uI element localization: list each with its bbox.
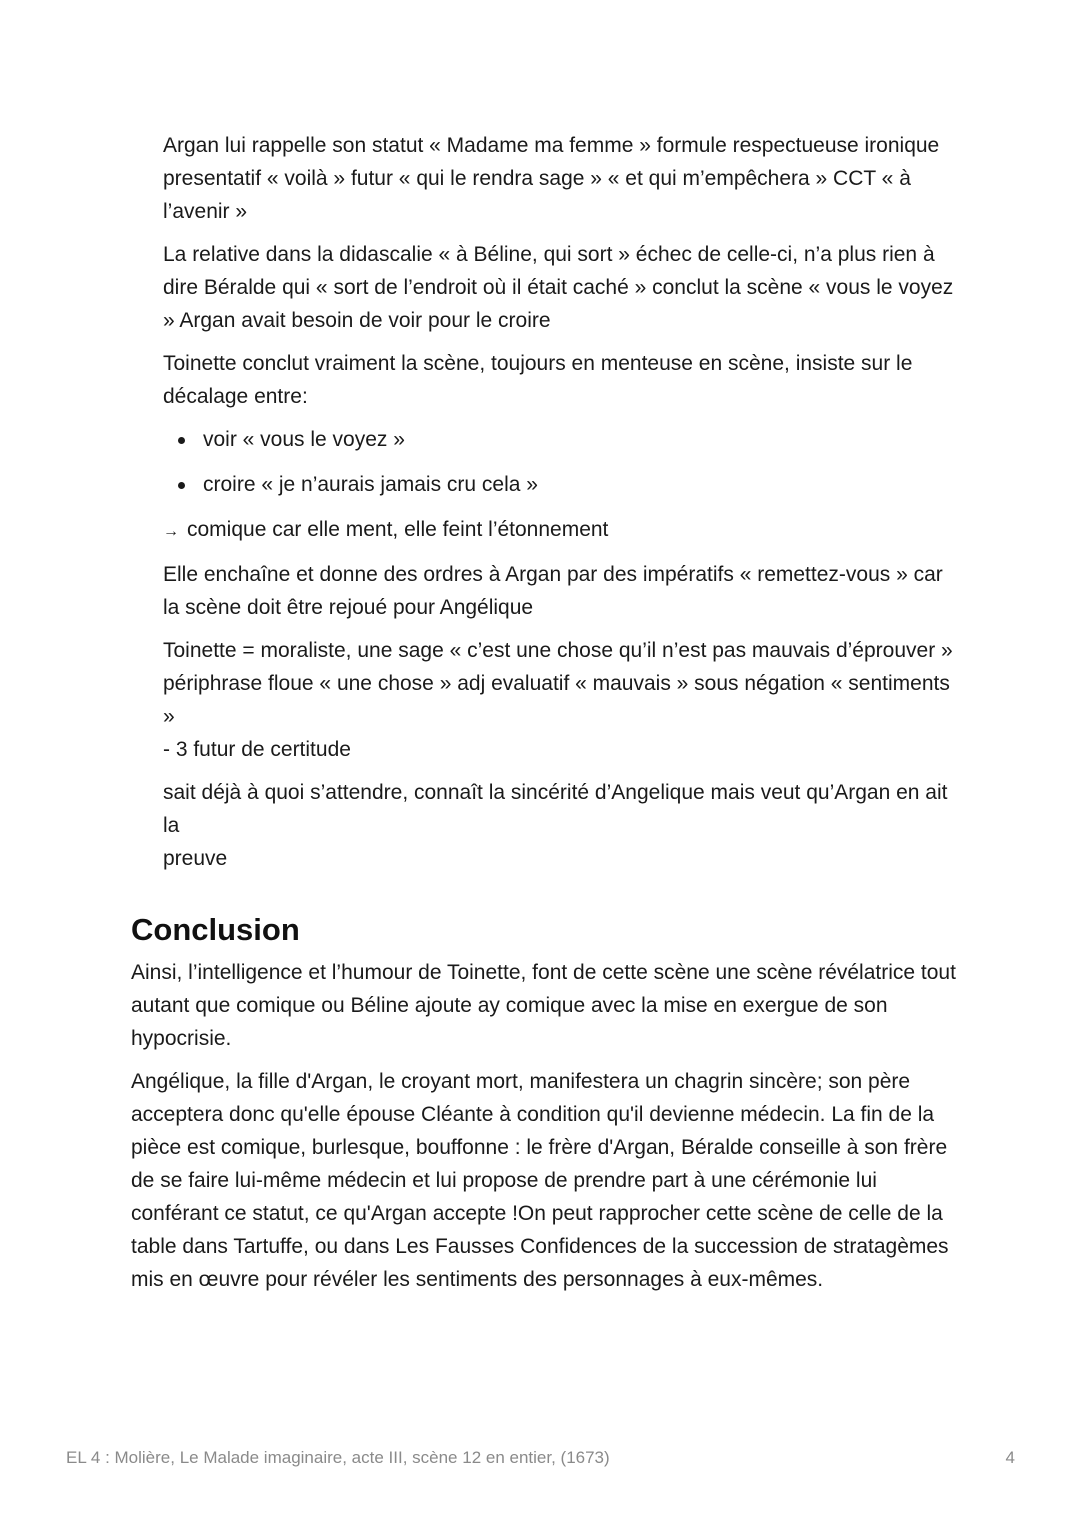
list-item [163,468,963,501]
paragraph-toinette-conclut: Toinette conclut vraiment la scène, toujours en menteuse en scène, insiste sur le décalage entre: [163,352,913,408]
paragraph-relative: La relative dans la didascalie « à Béline, qui sort » échec de celle-ci, n’a plus rien à dire Béralde qui « sort de l’endroit où il était caché » conclut la scène « vous le voyez » Argan avait besoin de voir pour le croire [163,243,954,332]
paragraph-sait-deja: sait déjà à quoi s’attendre, connaît la sincérité d’Angelique mais veut qu’Argan en ait la [163,781,948,837]
bullet-dot-icon [178,437,185,444]
paragraph-moraliste: Toinette = moraliste, une sage « c’est une chose qu’il n’est pas mauvais d’éprouver » périphrase floue « une chose » adj evaluatif « mauvais » sous négation « sentiments » [163,639,953,728]
paragraph-preuve: preuve [163,847,228,870]
bullet-dot-icon [178,482,185,489]
conclusion-paragraph-1: Ainsi, l’intelligence et l’humour de Toinette, font de cette scène une scène révélatrice tout autant que comique ou Béline ajoute ay comique avec la mise en exergue de son hypocrisie. [131,961,956,1050]
paragraph-arrow [163,513,963,548]
bullet-list [163,423,963,501]
conclusion-section [131,910,961,1306]
conclusion-paragraph-2: Angélique, la fille d'Argan, le croyant mort, manifestera un chagrin sincère; son père acceptera donc qu'elle épouse Cléante à condition qu'il devienne médecin. La fin de la pièce est comique, burlesque, bouffonne : le frère d'Argan, Béralde conseille à son frère de se faire lui-même médecin et lui propose de prendre part à une cérémonie lui conférant ce statut, ce qu'Argan accepte !On peut rapprocher cette scène de celle de la table dans Tartuffe, ou dans Les Fausses Confidences de la succession de stratagèmes mis en œuvre pour révéler les sentiments des personnages à eux-mêmes. [131,1070,949,1291]
footer-title: EL 4 : Molière, Le Malade imaginaire, acte III, scène 12 en entier, (1673) [66,1448,610,1467]
paragraph-imperatifs: Elle enchaîne et donne des ordres à Argan par des impératifs « remettez-vous » car la scène doit être rejoué pour Angélique [163,563,943,619]
paragraph-futur-certitude: - 3 futur de certitude [163,738,351,761]
conclusion-heading: Conclusion [131,912,300,947]
list-item-text: voir « vous le voyez » [203,428,405,451]
list-item [163,423,963,456]
analysis-notes [163,129,963,885]
paragraph-statut: Argan lui rappelle son statut « Madame ma femme » formule respectueuse ironique presentatif « voilà » futur « qui le rendra sage » « et qui m’empêchera » CCT « à l’avenir » [163,134,940,223]
page-number: 4 [1005,1448,1015,1467]
list-item-text: croire « je n’aurais jamais cru cela » [203,473,538,496]
arrow-line-text: comique car elle ment, elle feint l’étonnement [187,518,609,541]
arrow-right-icon: → [163,523,179,540]
